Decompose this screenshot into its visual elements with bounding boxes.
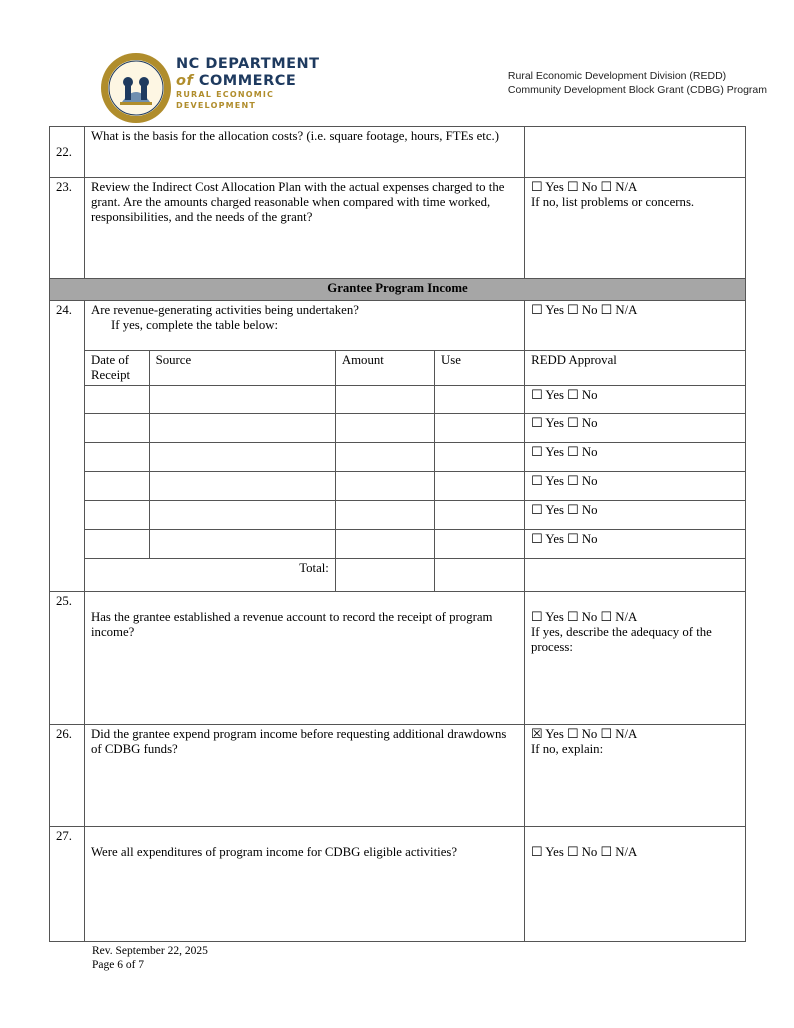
answer-cell[interactable] (525, 592, 746, 725)
question-subtext: If yes, complete the table below: (111, 318, 279, 332)
yes-no-na-checkboxes[interactable]: ☒ Yes ☐ No ☐ N/A (531, 727, 638, 741)
table-header-row (85, 350, 745, 385)
checklist-table (49, 126, 746, 942)
approval-checkboxes[interactable]: ☐ Yes ☐ No (525, 442, 745, 471)
answer-cell[interactable] (525, 725, 746, 827)
question-text: Review the Indirect Cost Allocation Plan with the actual expenses charged to the grant. Are the amounts charged reasonable when compared with time worked, responsibilities, and the needs of the grant? (85, 178, 525, 279)
page-number: Page 6 of 7 (92, 959, 145, 971)
answer-cell[interactable] (525, 827, 746, 942)
approval-checkboxes[interactable]: ☐ Yes ☐ No (525, 471, 745, 500)
question-row-25 (50, 592, 746, 725)
col-use: Use (435, 350, 525, 385)
question-text: What is the basis for the allocation costs? (i.e. square footage, hours, FTEs etc.) (85, 127, 525, 178)
revision-date: Rev. September 22, 2025 (92, 945, 208, 957)
org-line-4: DEVELOPMENT (176, 101, 257, 110)
table-row (85, 500, 745, 529)
answer-cell[interactable] (525, 127, 746, 178)
answer-cell[interactable] (525, 301, 745, 350)
yes-no-na-checkboxes[interactable]: ☐ Yes ☐ No ☐ N/A (531, 303, 638, 317)
program-name: Community Development Block Grant (CDBG) Program (507, 84, 767, 96)
question-number: 22. (50, 127, 85, 178)
question-number: 24. (50, 301, 85, 592)
header-program-info (508, 69, 767, 97)
org-line-3: RURAL ECONOMIC (176, 90, 275, 99)
col-source: Source (149, 350, 335, 385)
yes-no-na-checkboxes[interactable]: ☐ Yes ☐ No ☐ N/A (531, 180, 638, 194)
answer-note: If no, list problems or concerns. (531, 195, 695, 209)
section-header-row (50, 279, 746, 301)
approval-checkboxes[interactable]: ☐ Yes ☐ No (525, 413, 745, 442)
col-redd-approval: REDD Approval (525, 350, 745, 385)
col-amount: Amount (335, 350, 434, 385)
division-name: Rural Economic Development Division (REDD) (507, 70, 727, 82)
org-name (176, 57, 320, 110)
program-income-table (85, 301, 745, 591)
page-footer (92, 944, 208, 972)
question-number: 23. (50, 178, 85, 279)
total-label: Total: (85, 558, 335, 591)
question-number: 26. (50, 725, 85, 827)
question-text: Are revenue-generating activities being undertaken? (91, 303, 359, 317)
total-amount[interactable] (335, 558, 434, 591)
question-text: Has the grantee established a revenue account to record the receipt of program income? (85, 592, 525, 725)
question-row-26 (50, 725, 746, 827)
table-row (85, 471, 745, 500)
section-title: Grantee Program Income (50, 279, 746, 301)
question-row-24 (50, 301, 746, 592)
question-text: Did the grantee expend program income before requesting additional drawdowns of CDBG funds? (85, 725, 525, 827)
org-line-2: of COMMERCE (176, 72, 297, 89)
col-date-receipt: Date of Receipt (85, 350, 149, 385)
question-row-27 (50, 827, 746, 942)
approval-checkboxes[interactable]: ☐ Yes ☐ No (525, 500, 745, 529)
org-line-1: NC DEPARTMENT (176, 56, 320, 72)
yes-no-na-checkboxes[interactable]: ☐ Yes ☐ No ☐ N/A (531, 845, 638, 859)
question-number: 25. (50, 592, 85, 725)
answer-note: If yes, describe the adequacy of the process: (531, 625, 712, 654)
question-row-22 (50, 127, 746, 178)
approval-checkboxes[interactable]: ☐ Yes ☐ No (525, 529, 745, 558)
question-row-23 (50, 178, 746, 279)
table-row (85, 442, 745, 471)
question-text: Were all expenditures of program income for CDBG eligible activities? (85, 827, 525, 942)
table-row (85, 529, 745, 558)
yes-no-na-checkboxes[interactable]: ☐ Yes ☐ No ☐ N/A (531, 610, 638, 624)
approval-checkboxes[interactable]: ☐ Yes ☐ No (525, 385, 745, 413)
question-number: 27. (50, 827, 85, 942)
table-row (85, 385, 745, 413)
state-seal-logo (100, 52, 172, 124)
table-row (85, 413, 745, 442)
answer-note: If no, explain: (531, 742, 604, 756)
answer-cell[interactable] (525, 178, 746, 279)
total-row (85, 558, 745, 591)
